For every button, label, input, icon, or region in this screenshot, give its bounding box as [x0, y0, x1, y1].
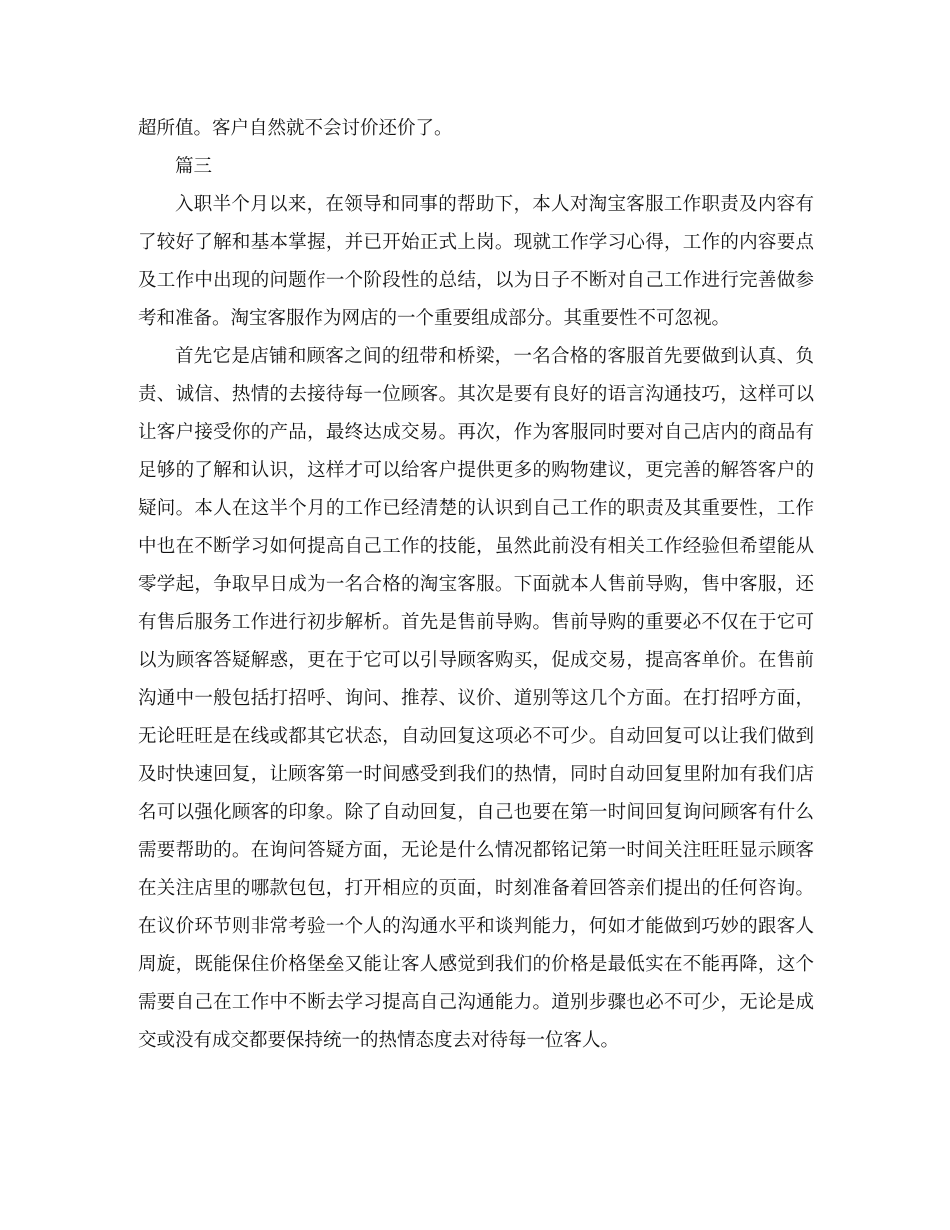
paragraph-continuation: 超所值。客户自然就不会讨价还价了。: [138, 118, 453, 139]
paragraph-main: 首先它是店铺和顾客之间的纽带和桥梁，一名合格的客服首先要做到认真、负责、诚信、热情的去接待每一位顾客。其次是要有良好的语言沟通技巧，这样可以让客户接受你的产品，最终达成交易。再次，作为客服同时要对自己店内的商品有足够的了解和认识，这样才可以给客户提供更多的购物建议，更完善的解答客户的疑问。本人在这半个月的工作已经清楚的认识到自己工作的职责及其重要性，工作中也在不断学习如何提高自己工作的技能，虽然此前没有相关工作经验但希望能从零学起，争取早日成为一名合格的淘宝客服。下面就本人售前导购，售中客服，还有售后服务工作进行初步解析。首先是售前导购。售前导购的重要必不仅在于它可以为顾客答疑解惑，更在于它可以引导顾客购买，促成交易，提高客单价。在售前沟通中一般包括打招呼、询问、推荐、议价、道别等这几个方面。在打招呼方面，无论旺旺是在线或都其它状态，自动回复这项必不可少。自动回复可以让我们做到及时快速回复，让顾客第一时间感受到我们的热情，同时自动回复里附加有我们店名可以强化顾客的印象。除了自动回复，自己也要在第一时间回复询问顾客有什么需要帮助的。在询问答疑方面，无论是什么情况都铭记第一时间关注旺旺显示顾客在关注店里的哪款包包，打开相应的页面，时刻准备着回答亲们提出的任何咨询。在议价环节则非常考验一个人的沟通水平和谈判能力，何如才能做到巧妙的跟客人周旋，既能保住价格堡垒又能让客人感觉到我们的价格是最低实在不能再降，这个需要自己在工作中不断去学习提高自己沟通能力。道别步骤也必不可少，无论是成交或没有成交都要保持统一的热情态度去对待每一位客人。: [138, 346, 814, 1051]
section-heading: 篇三: [175, 156, 213, 177]
document-body: [138, 110, 814, 1060]
paragraph-intro: 入职半个月以来，在领导和同事的帮助下，本人对淘宝客服工作职责及内容有了较好了解和基本掌握，并已开始正式上岗。现就工作学习心得，工作的内容要点及工作中出现的问题作一个阶段性的总结，以为日子不断对自己工作进行完善做参考和准备。淘宝客服作为网店的一个重要组成部分。其重要性不可忽视。: [138, 194, 814, 329]
